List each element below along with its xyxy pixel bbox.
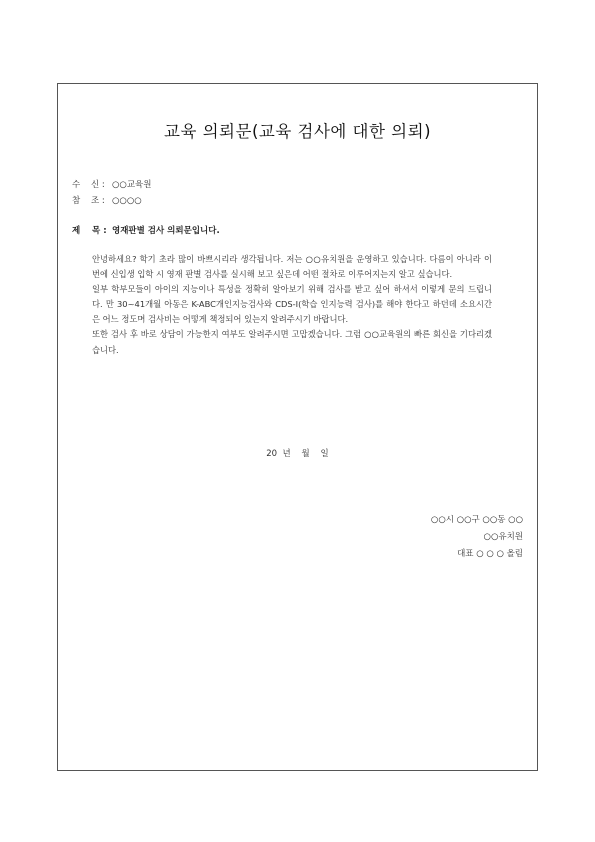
sender-organization: ○○유치원 — [483, 532, 523, 542]
sender-representative: 대표 ○ ○ ○ 올림 — [457, 549, 523, 559]
sender-address: ○○시 ○○구 ○○동 ○○ — [430, 515, 523, 525]
body-paragraph: 안녕하세요? 학기 초라 많이 바쁘시리라 생각됩니다. 저는 ○○유치원을 운영하고 있습니다. 다름이 아니라 이번에 신입생 입학 시 영재 판별 검사를 실시해 보고 싶은데 어떤 절차로 이루어지는지 알고 싶습니다. — [92, 254, 492, 280]
recipient-value: ○○교육원 — [112, 180, 152, 190]
reference-label: 참 조 : — [72, 196, 105, 206]
letter-body — [92, 252, 492, 358]
sender-block — [431, 512, 523, 563]
body-paragraph: 또한 검사 후 바로 상담이 가능한지 여부도 알려주시면 고맙겠습니다. 그럼 ○○교육원의 빠른 회신을 기다리겠습니다. — [92, 329, 492, 355]
subject-row — [72, 224, 220, 236]
recipient-row — [72, 178, 151, 190]
subject-label: 제 목 : — [72, 226, 107, 236]
date-line: 20 년 월 일 — [266, 449, 329, 459]
subject-value: 영재판별 검사 의뢰문입니다. — [112, 226, 220, 236]
document-title: 교육 의뢰문(교육 검사에 대한 의뢰) — [164, 122, 431, 141]
body-paragraph: 일부 학부모들이 아이의 지능이나 특성을 정확히 알아보기 위해 검사를 받고 싶어 하셔서 이렇게 문의 드립니다. 만 30~41개월 아동은 K-ABC개인지능검사와 CDS-I(학습 인지능력 검사)를 해야 한다고 하던데 소요시간은 어느 정도며 검사비는 어떻게 책정되어 있는지 알려주시기 바랍니다. — [92, 284, 492, 325]
recipient-label: 수 신 : — [72, 180, 105, 190]
reference-row — [72, 194, 142, 206]
reference-value: ○○○○ — [112, 196, 142, 206]
